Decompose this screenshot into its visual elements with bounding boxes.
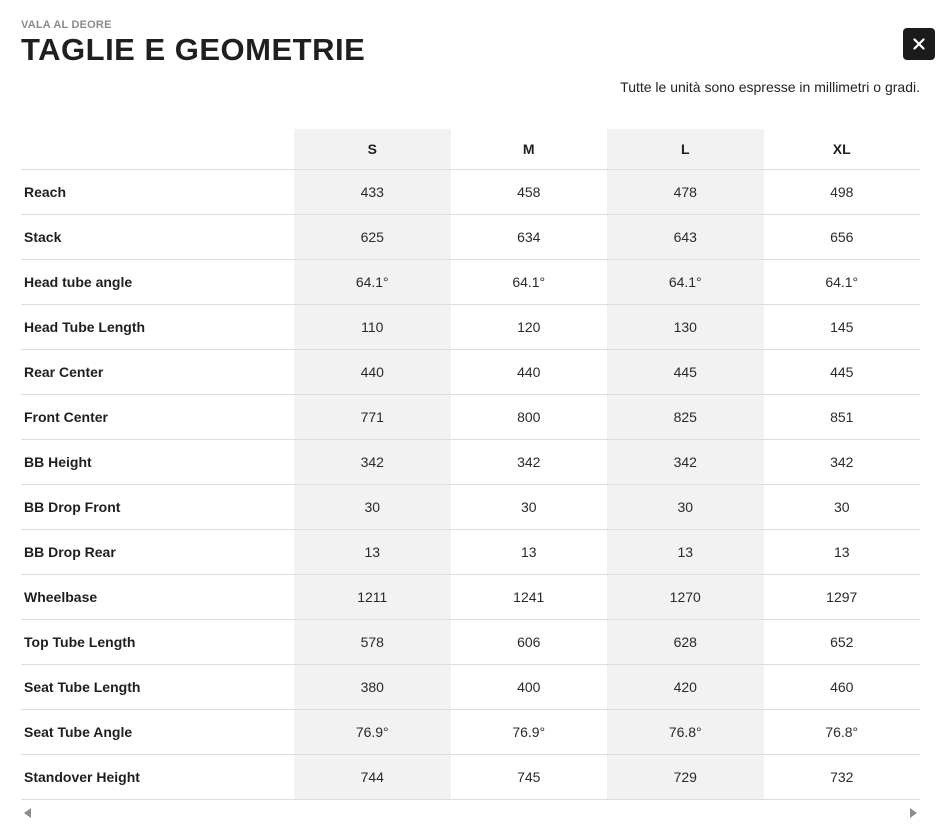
header-empty-cell [21,129,294,170]
value-cell-s: 771 [294,395,451,440]
value-cell-s: 110 [294,305,451,350]
table-row [21,620,920,665]
row-label: Front Center [21,395,294,440]
size-header-l: L [607,129,764,170]
scroll-left-button[interactable] [21,806,35,820]
value-cell-l: 64.1° [607,260,764,305]
value-cell-l: 342 [607,440,764,485]
horizontal-scrollbar[interactable] [21,806,920,820]
value-cell-s: 578 [294,620,451,665]
value-cell-xl: 76.8° [764,710,921,755]
scroll-right-button[interactable] [906,806,920,820]
value-cell-l: 420 [607,665,764,710]
value-cell-s: 30 [294,485,451,530]
value-cell-l: 478 [607,170,764,215]
value-cell-m: 745 [451,755,608,800]
value-cell-xl: 64.1° [764,260,921,305]
value-cell-m: 76.9° [451,710,608,755]
close-button[interactable] [903,28,935,60]
table-row [21,350,920,395]
value-cell-m: 800 [451,395,608,440]
table-row [21,575,920,620]
geometry-table-container [21,129,920,800]
row-label: Standover Height [21,755,294,800]
value-cell-s: 433 [294,170,451,215]
table-row [21,530,920,575]
value-cell-m: 400 [451,665,608,710]
value-cell-m: 13 [451,530,608,575]
value-cell-s: 625 [294,215,451,260]
value-cell-xl: 445 [764,350,921,395]
model-name: VALA AL DEORE [21,19,112,31]
value-cell-xl: 13 [764,530,921,575]
value-cell-l: 643 [607,215,764,260]
table-row [21,260,920,305]
value-cell-s: 744 [294,755,451,800]
value-cell-l: 30 [607,485,764,530]
value-cell-s: 1211 [294,575,451,620]
value-cell-m: 634 [451,215,608,260]
value-cell-s: 64.1° [294,260,451,305]
value-cell-l: 729 [607,755,764,800]
value-cell-m: 30 [451,485,608,530]
value-cell-s: 380 [294,665,451,710]
value-cell-l: 130 [607,305,764,350]
size-header-xl: XL [764,129,921,170]
value-cell-xl: 145 [764,305,921,350]
close-icon [913,38,925,50]
page-title: TAGLIE E GEOMETRIE [21,32,366,67]
value-cell-l: 76.8° [607,710,764,755]
value-cell-xl: 656 [764,215,921,260]
value-cell-xl: 652 [764,620,921,665]
value-cell-xl: 1297 [764,575,921,620]
table-row [21,665,920,710]
value-cell-s: 76.9° [294,710,451,755]
size-header-s: S [294,129,451,170]
table-row [21,395,920,440]
value-cell-m: 64.1° [451,260,608,305]
value-cell-xl: 732 [764,755,921,800]
value-cell-xl: 342 [764,440,921,485]
value-cell-l: 445 [607,350,764,395]
value-cell-l: 628 [607,620,764,665]
value-cell-xl: 851 [764,395,921,440]
table-row [21,710,920,755]
table-row [21,215,920,260]
row-label: Seat Tube Angle [21,710,294,755]
table-header-row [21,129,920,170]
table-row [21,485,920,530]
row-label: Head Tube Length [21,305,294,350]
value-cell-s: 13 [294,530,451,575]
arrow-right-icon [909,808,917,818]
row-label: BB Drop Front [21,485,294,530]
row-label: BB Drop Rear [21,530,294,575]
value-cell-xl: 498 [764,170,921,215]
row-label: Top Tube Length [21,620,294,665]
units-note: Tutte le unità sono espresse in millimetri o gradi. [620,79,920,95]
row-label: Seat Tube Length [21,665,294,710]
table-row [21,305,920,350]
arrow-left-icon [24,808,32,818]
value-cell-m: 1241 [451,575,608,620]
row-label: Stack [21,215,294,260]
value-cell-m: 440 [451,350,608,395]
row-label: Reach [21,170,294,215]
size-header-m: M [451,129,608,170]
row-label: Rear Center [21,350,294,395]
row-label: Head tube angle [21,260,294,305]
value-cell-xl: 460 [764,665,921,710]
value-cell-xl: 30 [764,485,921,530]
value-cell-l: 825 [607,395,764,440]
geometry-table [21,129,920,800]
row-label: BB Height [21,440,294,485]
value-cell-m: 458 [451,170,608,215]
value-cell-m: 342 [451,440,608,485]
table-row [21,170,920,215]
value-cell-s: 440 [294,350,451,395]
row-label: Wheelbase [21,575,294,620]
table-row [21,755,920,800]
value-cell-m: 120 [451,305,608,350]
value-cell-m: 606 [451,620,608,665]
value-cell-l: 1270 [607,575,764,620]
value-cell-s: 342 [294,440,451,485]
value-cell-l: 13 [607,530,764,575]
table-row [21,440,920,485]
